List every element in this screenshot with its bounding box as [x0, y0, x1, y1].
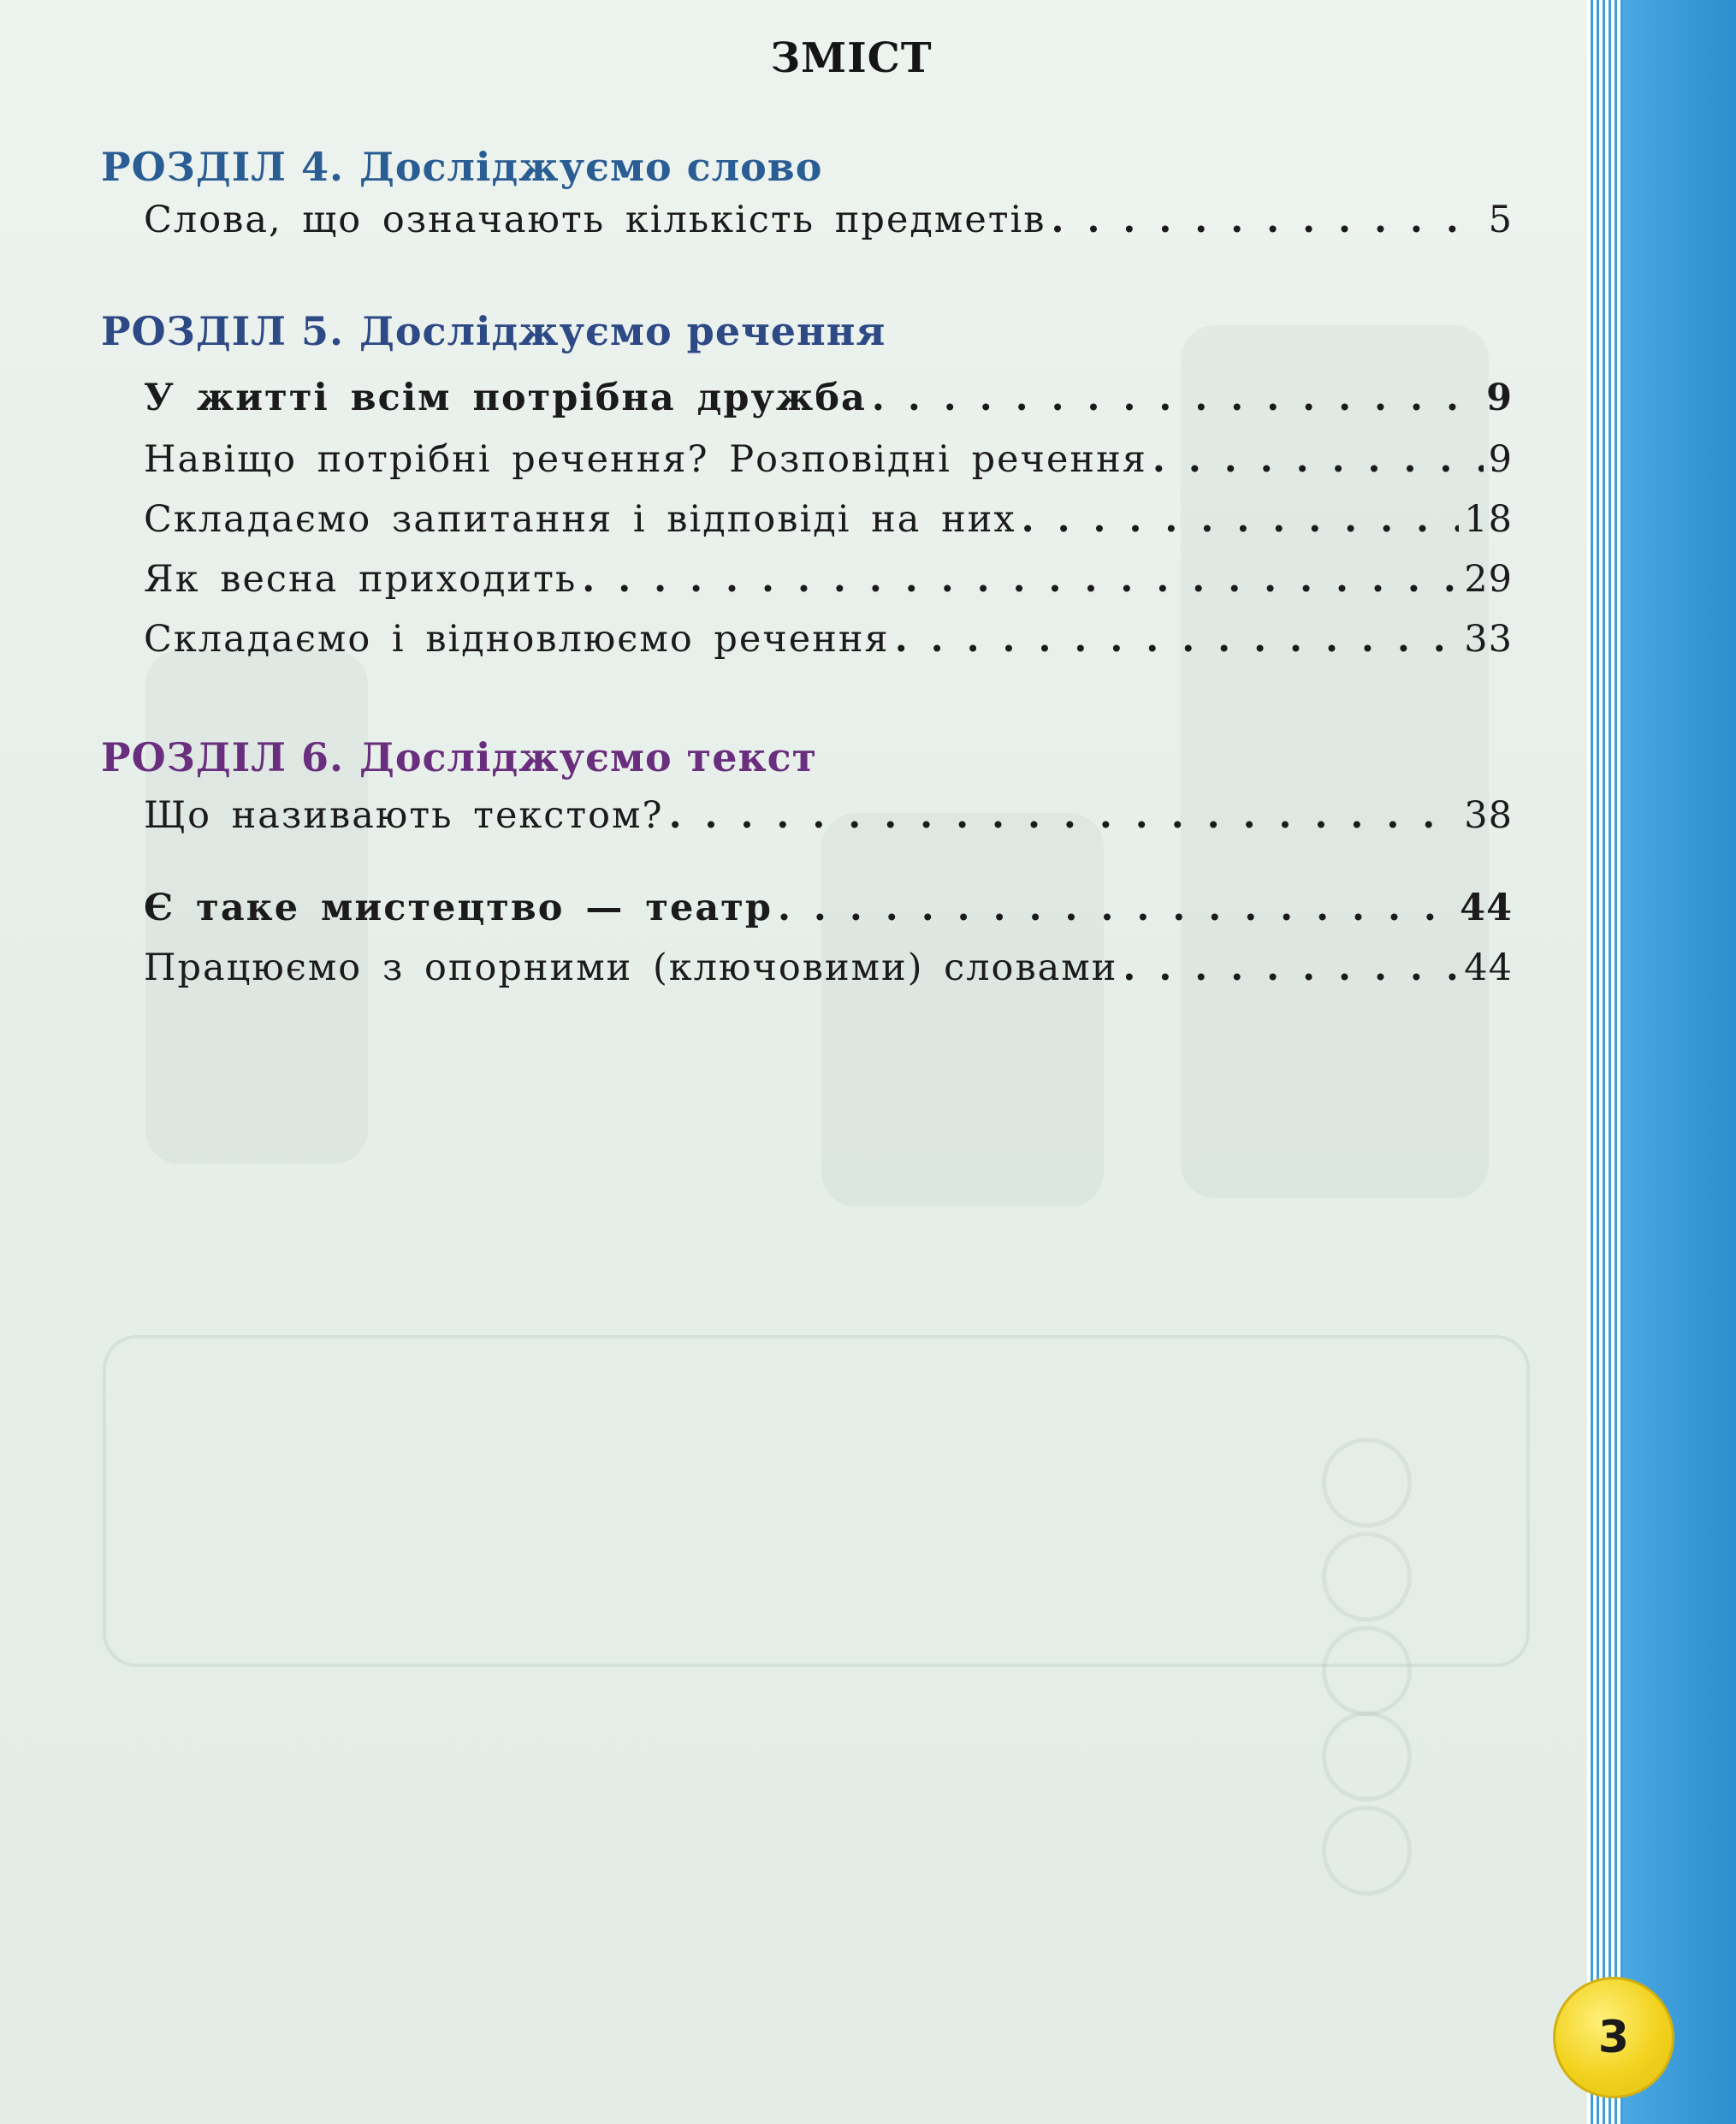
- bleed-through-circle: [1322, 1438, 1412, 1528]
- bleed-through-circle: [1322, 1532, 1412, 1622]
- toc-entry[interactable]: [144, 558, 1513, 609]
- toc-entry-page: 44: [1464, 946, 1513, 989]
- bleed-through-circle: [1322, 1626, 1412, 1716]
- toc-entry-title: Як весна приходить: [144, 558, 578, 601]
- toc-entry-page: 44: [1460, 887, 1513, 929]
- section-heading-6: [101, 734, 817, 780]
- toc-entry[interactable]: [144, 946, 1513, 998]
- toc-entry-page: 9: [1488, 438, 1513, 481]
- section-number: РОЗДІЛ 6.: [101, 734, 344, 780]
- edge-band: [1623, 0, 1736, 2124]
- dot-leader: [778, 887, 1455, 929]
- toc-entry[interactable]: [144, 199, 1513, 250]
- dot-leader: [669, 794, 1460, 837]
- toc-entry-title: Складаємо запитання і відповіді на них: [144, 498, 1016, 541]
- toc-entry-page: 38: [1464, 794, 1513, 837]
- toc-entry-page: 18: [1464, 498, 1513, 541]
- edge-stripes: [1587, 0, 1623, 2124]
- toc-entry[interactable]: [144, 794, 1513, 845]
- toc-entry-title: Навіщо потрібні речення? Розповідні речення: [144, 438, 1147, 481]
- section-title: Досліджуємо речення: [358, 308, 886, 354]
- toc-entry-title: Що називають текстом?: [144, 794, 664, 837]
- bleed-through-frame: [103, 1335, 1530, 1667]
- section-title: Досліджуємо текст: [358, 734, 818, 780]
- toc-entry-title: У житті всім потрібна дружба: [144, 377, 867, 419]
- dot-leader: [1152, 438, 1484, 481]
- toc-entry-page: 5: [1488, 199, 1513, 241]
- section-title: Досліджуємо слово: [358, 144, 823, 190]
- dot-leader: [872, 377, 1481, 419]
- bleed-through-circle: [1322, 1712, 1412, 1801]
- toc-entry[interactable]: [144, 887, 1513, 938]
- dot-leader: [1022, 498, 1460, 541]
- dot-leader: [582, 558, 1459, 601]
- bleed-through-circle: [1322, 1806, 1412, 1896]
- bleed-through-figure: [821, 813, 1104, 1207]
- toc-entry-title: Складаємо і відновлюємо речення: [144, 618, 890, 661]
- toc-entry[interactable]: [144, 618, 1513, 669]
- dot-leader: [1052, 199, 1484, 241]
- section-number: РОЗДІЛ 5.: [101, 308, 344, 354]
- page-number-badge: 3: [1553, 1977, 1674, 2098]
- toc-entry-page: 9: [1486, 377, 1513, 419]
- toc-entry-title: Працюємо з опорними (ключовими) словами: [144, 946, 1118, 989]
- section-heading-5: [101, 308, 886, 354]
- toc-entry-title: Є таке мистецтво — театр: [144, 887, 773, 929]
- section-heading-4: [101, 144, 822, 190]
- toc-entry[interactable]: [144, 377, 1513, 428]
- toc-entry-title: Слова, що означають кількість предметів: [144, 199, 1046, 241]
- toc-entry[interactable]: [144, 438, 1513, 489]
- toc-entry-page: 33: [1464, 618, 1513, 661]
- toc-entry-page: 29: [1464, 558, 1513, 601]
- toc-entry[interactable]: [144, 498, 1513, 549]
- page-title: ЗМІСТ: [770, 34, 933, 82]
- dot-leader: [1123, 946, 1459, 989]
- dot-leader: [895, 618, 1460, 661]
- section-number: РОЗДІЛ 4.: [101, 144, 344, 190]
